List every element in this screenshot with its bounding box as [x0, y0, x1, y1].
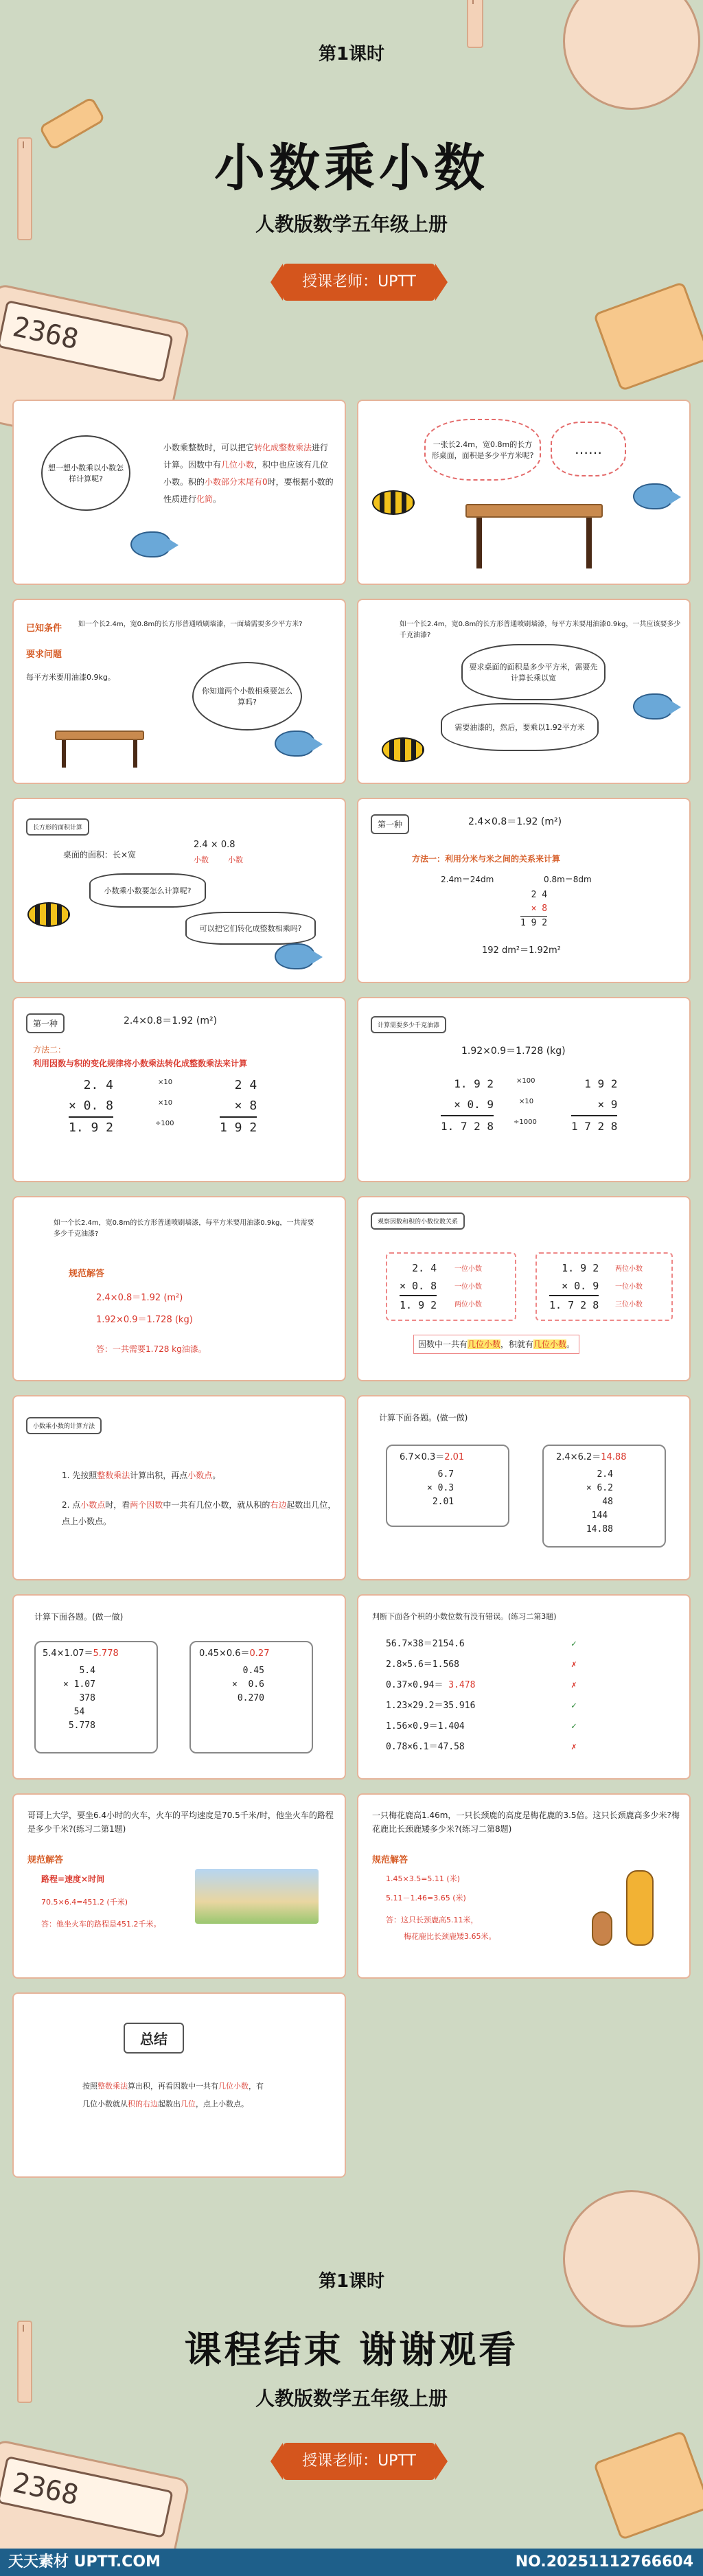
- cross-icon: ✗: [571, 1659, 577, 1670]
- fish-icon: [372, 490, 415, 515]
- slide-text: 小数乘整数时，可以把它转化成整数乘法进行计算。因数中有几位小数，积中也应该有几位小数。积的小数部分末尾有0时，要根据小数的性质进行化简。: [163, 443, 334, 504]
- method-step: 1. 先按照整数乘法计算出积，再点小数点。: [62, 1471, 221, 1480]
- table-leg: [586, 518, 592, 568]
- speech-bubble: 一张长2.4m，宽0.8m的长方形桌面，面积是多少平方米呢?: [424, 419, 541, 481]
- thought-bubble: 你知道两个小数相乘要怎么算吗?: [192, 662, 302, 731]
- problem-text: 一只梅花鹿高1.46m，一只长颈鹿的高度是梅花鹿的3.5倍。这只长颈鹿高多少米?梅花鹿比长颈鹿矮多少米?(练习二第8题): [372, 1810, 680, 1834]
- arrow-label: ×10: [158, 1099, 173, 1107]
- formula-sub: 小数: [194, 855, 209, 864]
- vertical-calc: 0.45 × 0.6 0.270: [232, 1666, 264, 1703]
- table-leg: [62, 740, 66, 768]
- fish-icon: [27, 902, 70, 927]
- slide-13: [12, 1594, 346, 1780]
- slide-3: [12, 599, 346, 784]
- calculator-screen: 2368: [0, 300, 174, 382]
- ending-title: 课程结束 谢谢观看: [184, 2328, 519, 2371]
- judge-row: [386, 1716, 660, 1737]
- vertical-calc: 2 4 × 8 1 9 2: [220, 1075, 257, 1138]
- fish-icon: [633, 693, 673, 720]
- topic-tag: 观察因数和积的小数位数关系: [371, 1212, 465, 1230]
- label: 已知条件: [26, 623, 62, 634]
- fish-icon: [275, 731, 314, 757]
- conclusion: 因数中一共有几位小数，积就有几位小数。: [413, 1335, 579, 1354]
- judge-row: [386, 1634, 660, 1655]
- slide-17: [12, 1992, 346, 2178]
- topic-tag: 长方形的面积计算: [26, 818, 89, 836]
- exercise-question: 5.4×1.07＝5.778: [43, 1648, 119, 1659]
- arrow-label: ÷100: [155, 1120, 174, 1127]
- slide-14: [357, 1594, 691, 1780]
- slide-text: 如一个长2.4m，宽0.8m的长方形普通喷刷墙漆，每平方米要用油漆0.9kg，一共需要多少千克油漆?: [54, 1219, 314, 1238]
- speech-bubble: 要求桌面的面积是多少平方米，需要先计算长乘以宽: [461, 644, 606, 700]
- topic-tag: 第一种: [26, 1013, 65, 1033]
- slide-12: [357, 1395, 691, 1580]
- topic-tag: 小数乘小数的计算方法: [26, 1417, 102, 1434]
- formula: 2.4 × 0.8: [194, 840, 235, 850]
- fish-icon: [130, 531, 170, 557]
- label: 规范解答: [27, 1855, 64, 1865]
- label: 规范解答: [69, 1269, 105, 1279]
- formula-sub: 小数: [228, 855, 243, 864]
- topic-tag: 第一种: [371, 814, 409, 834]
- slide-6: [357, 798, 691, 983]
- judge-equation: 2.8×5.6＝1.568: [386, 1659, 459, 1670]
- exercise-question: 6.7×0.3＝2.01: [400, 1452, 465, 1462]
- vertical-calc: 1. 9 2 × 0. 9 1. 7 2 8: [549, 1259, 599, 1314]
- answer-line: 2.4×0.8＝1.92 (m²): [96, 1293, 183, 1303]
- exercise-title: 计算下面各题。(做一做): [379, 1413, 468, 1423]
- slide-7: [12, 997, 346, 1182]
- exercise-question: 2.4×6.2＝14.88: [556, 1452, 627, 1462]
- teacher-badge: 授课老师：UPTT: [283, 264, 435, 301]
- label: 要求问题: [26, 649, 62, 660]
- slide-2: [357, 400, 691, 585]
- method-text: 利用因数与积的变化规律将小数乘法转化成整数乘法来计算: [33, 1059, 248, 1068]
- judge-equation: 1.23×29.2＝35.916: [386, 1701, 476, 1711]
- exercise-title: 计算下面各题。(做一做): [34, 1612, 124, 1622]
- formula: 2.4×0.8＝1.92 (m²): [468, 816, 562, 827]
- annotation: 两位小数 一位小数 三位小数: [615, 1265, 643, 1309]
- judge-correction: 3.478: [443, 1680, 476, 1690]
- speech-bubble: 小数乘小数要怎么计算呢?: [89, 873, 206, 908]
- slide-11: [12, 1395, 346, 1580]
- judge-equation: 0.78×6.1＝47.58: [386, 1742, 465, 1752]
- vertical-calc: 2 4 × 8 1 9 2: [520, 888, 547, 930]
- judge-list: [386, 1634, 660, 1758]
- slide-text: 如一个长2.4m，宽0.8m的长方形普通喷刷墙漆，每平方米要用油漆0.9kg，一共应该要多少千克油漆?: [400, 621, 681, 639]
- judge-row: [386, 1675, 660, 1696]
- table-leg: [133, 740, 137, 768]
- slide-5: [12, 798, 346, 983]
- page-title: 小数乘小数: [214, 139, 489, 198]
- slide-text: 2.4m＝24dm: [441, 875, 494, 884]
- check-icon: ✓: [571, 1701, 577, 1711]
- slide-text: 桌面的面积：长×宽: [63, 850, 137, 860]
- fish-icon: [633, 483, 673, 509]
- slide-16: [357, 1793, 691, 1979]
- footer-right: NO.20251112766604: [515, 2553, 693, 2571]
- slide-15: [12, 1793, 346, 1979]
- slide-1: [12, 400, 346, 585]
- label: 规范解答: [372, 1855, 408, 1865]
- exercise-question: 0.45×0.6＝0.27: [199, 1648, 270, 1659]
- lesson-number: 第1课时: [318, 2271, 385, 2292]
- watermark-footer: [0, 2549, 703, 2576]
- judge-row: [386, 1696, 660, 1716]
- annotation: 一位小数 一位小数 两位小数: [454, 1265, 482, 1309]
- slide-text: 如一个长2.4m，宽0.8m的长方形普通喷刷墙漆，一面墙需要多少平方米?: [78, 621, 303, 628]
- answer-line: 答：这只长颈鹿高5.11米，: [386, 1916, 479, 1924]
- teacher-badge: 授课老师：UPTT: [283, 2443, 435, 2480]
- vertical-calc: 2. 4 × 0. 8 1. 9 2: [69, 1075, 113, 1138]
- vertical-calc: 6.7 × 0.3 2.01: [427, 1469, 454, 1507]
- summary-line: 几位小数就从积的右边起数出几位，点上小数点。: [82, 2100, 249, 2108]
- table-leg: [476, 518, 482, 568]
- footer-left: 天天素材 UPTT.COM: [8, 2553, 161, 2571]
- exercise-title: 判断下面各个积的小数位数有没有错误。(练习二第3题): [372, 1612, 557, 1621]
- slide-10: [357, 1196, 691, 1381]
- box-decoration: [593, 2430, 703, 2541]
- train-image: [195, 1869, 319, 1924]
- protractor-decoration: [563, 2190, 700, 2327]
- fish-icon: [382, 737, 424, 762]
- judge-equation: 1.56×0.9＝1.404: [386, 1721, 465, 1732]
- lesson-number: 第1课时: [318, 44, 385, 65]
- formula: 1.92×0.9＝1.728 (kg): [461, 1046, 566, 1057]
- book-name: 人教版数学五年级上册: [255, 213, 448, 235]
- answer-line: 答：一共需要1.728 kg油漆。: [96, 1344, 207, 1354]
- vertical-calc: 2. 4 × 0. 8 1. 9 2: [400, 1259, 437, 1314]
- vertical-calc: 1. 9 2 × 0. 9 1. 7 2 8: [441, 1074, 494, 1137]
- speech-bubble: 可以把它们转化成整数相乘吗?: [185, 912, 316, 945]
- judge-equation: 0.37×0.94＝: [386, 1680, 443, 1690]
- vertical-calc: 5.4 × 1.07 378 54 5.778: [63, 1666, 95, 1731]
- judge-row: [386, 1737, 660, 1758]
- method-text: 方法二：: [33, 1045, 67, 1055]
- arrow-label: ×10: [158, 1079, 173, 1086]
- slide-9: [12, 1196, 346, 1381]
- arrow-label: ×10: [519, 1098, 534, 1105]
- cross-icon: ✗: [571, 1680, 577, 1690]
- method-step: 2. 点小数点时，看两个因数中一共有几位小数，就从积的右边起数出几位，点上小数点。: [62, 1500, 336, 1526]
- vertical-calc: 2.4 × 6.2 48 144 14.88: [586, 1469, 613, 1534]
- answer-line: 答：他坐火车的路程是451.2千米。: [41, 1920, 161, 1929]
- answer-line: 1.45×3.5=5.11 (米): [386, 1874, 460, 1883]
- cross-icon: ✗: [571, 1742, 577, 1752]
- speech-bubble: 需要油漆的，然后，要乘以1.92平方米: [441, 703, 599, 751]
- calculator-screen: 2368: [0, 2456, 174, 2538]
- giraffe-image: [626, 1870, 654, 1946]
- answer-line: 70.5×6.4=451.2 (千米): [41, 1898, 128, 1907]
- method-text: 方法一：利用分米与米之间的关系来计算: [412, 854, 561, 864]
- answer-line: 5.11－1.46=3.65 (米): [386, 1894, 466, 1902]
- slide-text: 每平方米要用油漆0.9kg。: [26, 673, 115, 682]
- deer-image: [592, 1911, 612, 1946]
- answer-line: 1.92×0.9＝1.728 (kg): [96, 1315, 193, 1325]
- summary-title: 总结: [124, 2023, 184, 2054]
- answer-line: 梅花鹿比长颈鹿矮3.65米。: [404, 1932, 496, 1941]
- slide-4: [357, 599, 691, 784]
- summary-line: 按照整数乘法算出积，再看因数中一共有几位小数，有: [82, 2082, 264, 2091]
- thought-bubble: 想一想小数乘以小数怎样计算呢?: [41, 435, 130, 511]
- book-name: 人教版数学五年级上册: [255, 2387, 448, 2410]
- topic-tag: 计算需要多少千克油漆: [371, 1016, 446, 1033]
- slide-text: 0.8m＝8dm: [544, 875, 592, 884]
- vertical-calc: 1 9 2 × 9 1 7 2 8: [571, 1074, 617, 1137]
- result: 192 dm²＝1.92m²: [482, 945, 561, 956]
- arrow-label: ×100: [516, 1077, 535, 1085]
- table-image: [55, 731, 144, 740]
- judge-equation: 56.7×38＝2154.6: [386, 1639, 465, 1649]
- problem-text: 哥哥上大学，要坐6.4小时的火车，火车的平均速度是70.5千米/时，他坐火车的路程是多少千米?(练习二第1题): [27, 1810, 334, 1834]
- formula: 2.4×0.8＝1.92 (m²): [124, 1015, 218, 1026]
- formula: 路程=速度×时间: [41, 1874, 105, 1884]
- box-decoration: [593, 281, 703, 392]
- speech-bubble: ……: [551, 422, 626, 476]
- table-image: [465, 504, 603, 518]
- judge-row: [386, 1655, 660, 1675]
- arrow-label: ÷1000: [514, 1118, 537, 1126]
- check-icon: ✓: [571, 1721, 577, 1732]
- fish-icon: [275, 943, 314, 969]
- check-icon: ✓: [571, 1639, 577, 1649]
- slide-8: [357, 997, 691, 1182]
